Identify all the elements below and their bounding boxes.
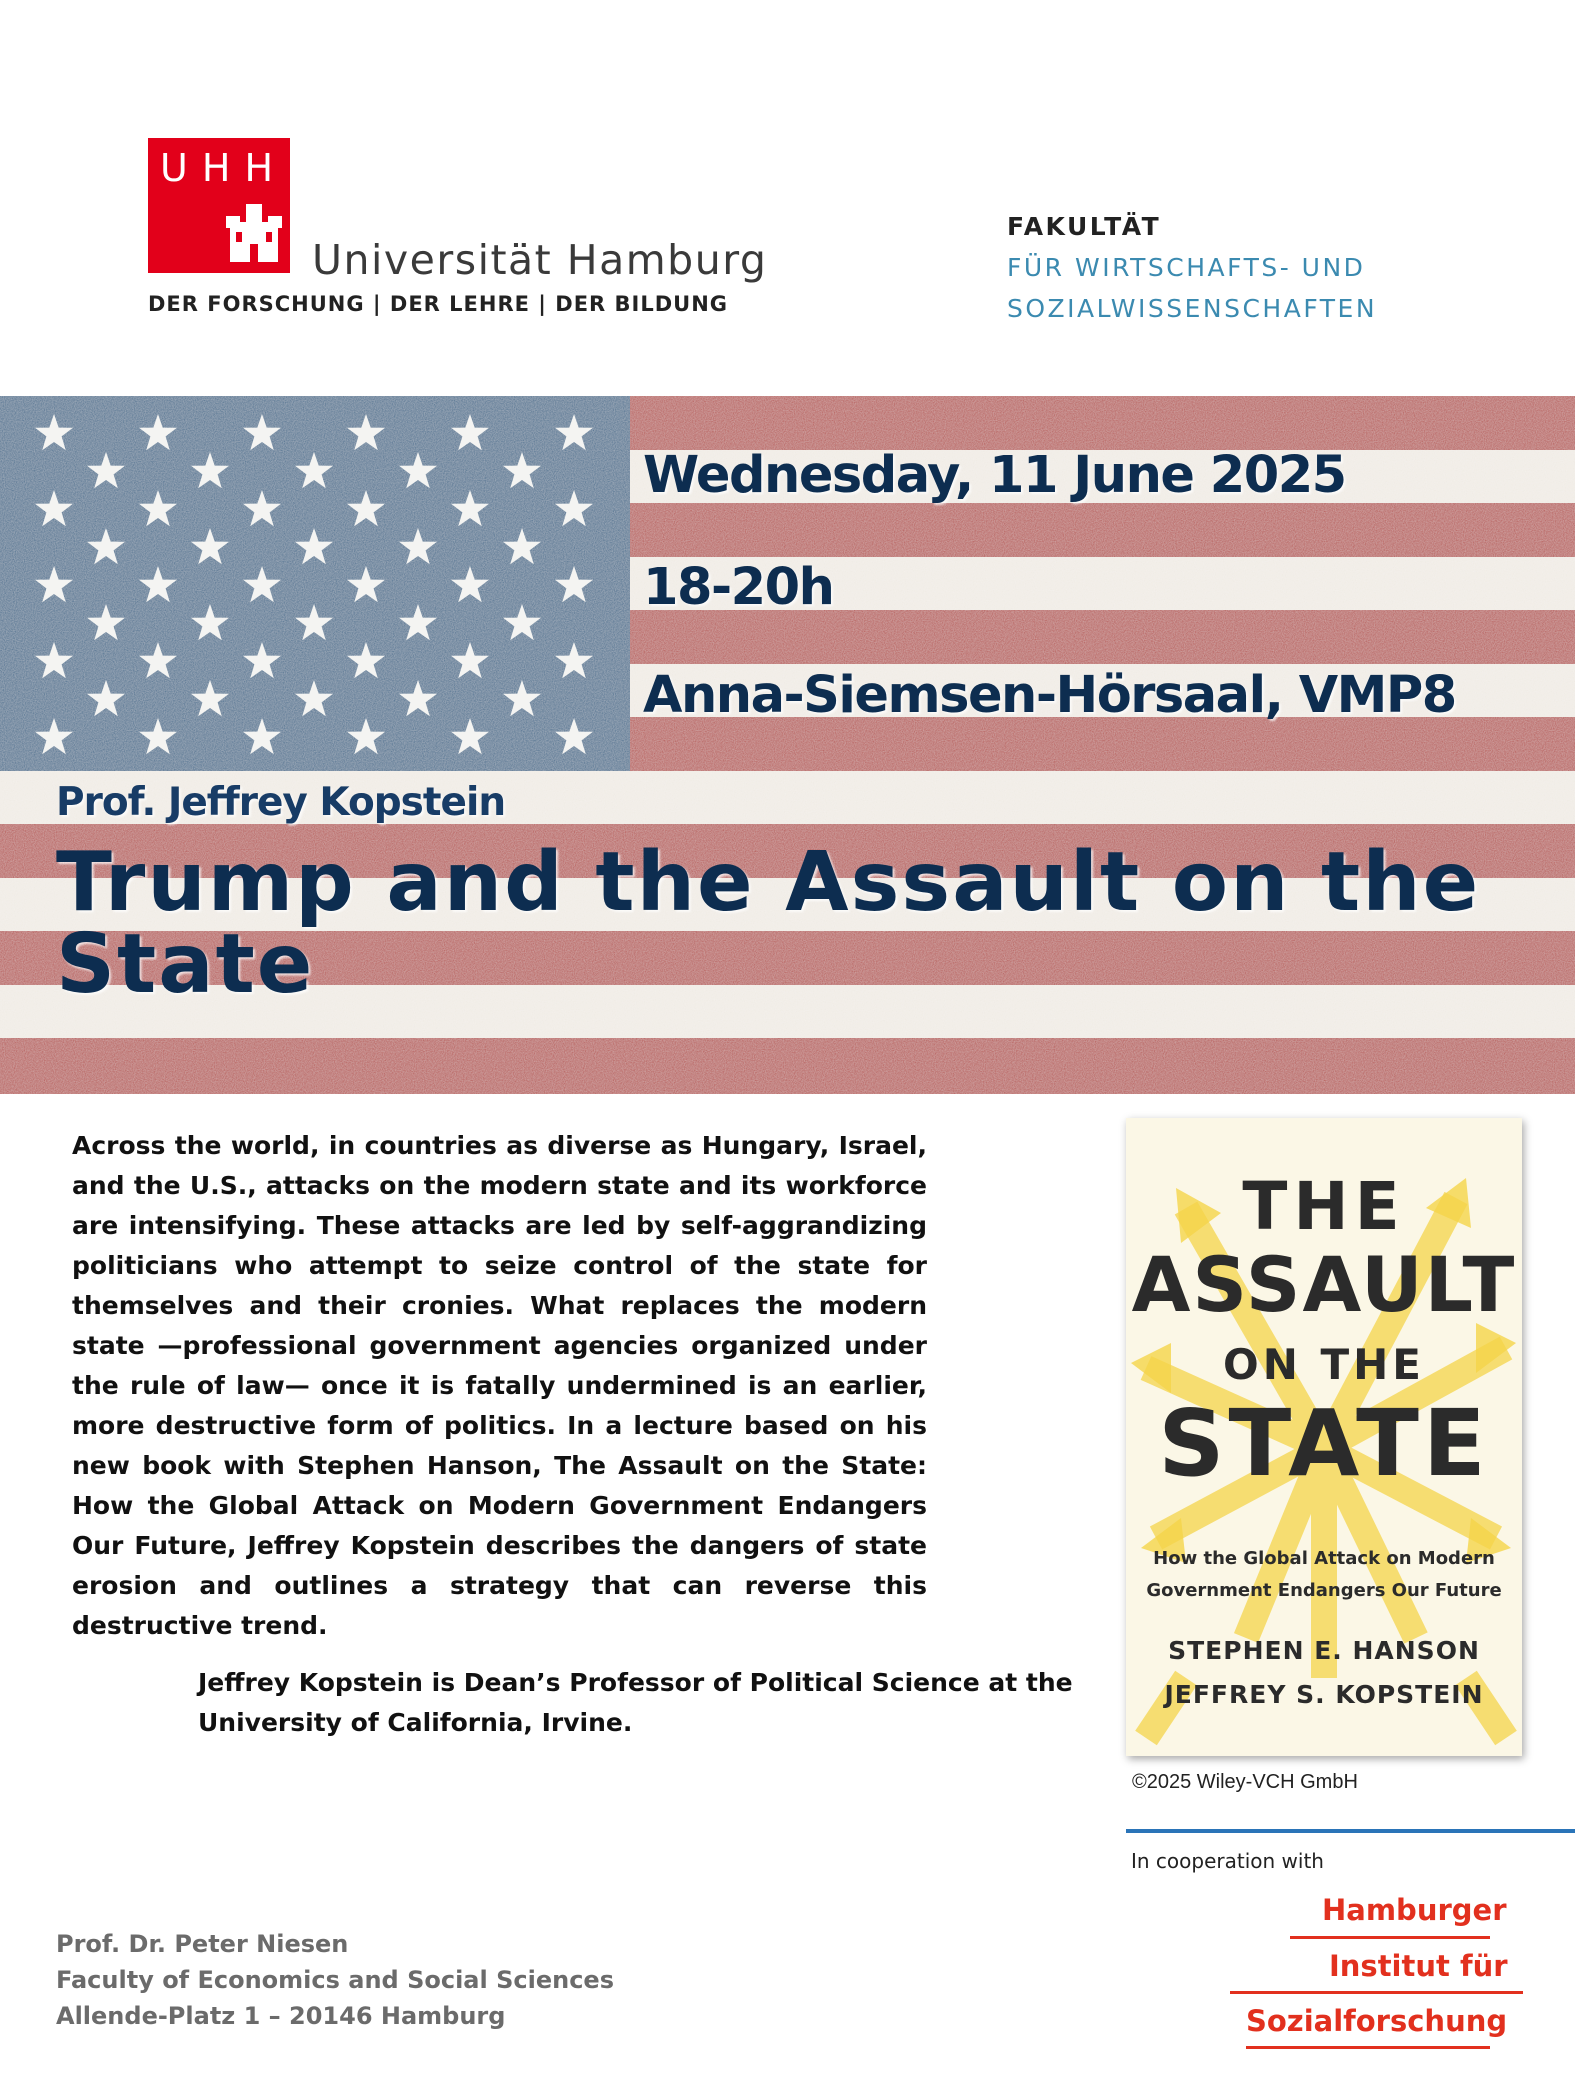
- flag-banner: [0, 396, 1575, 1094]
- book-author-2: JEFFREY S. KOPSTEIN: [1164, 1680, 1484, 1709]
- event-date: Wednesday, 11 June 2025: [643, 446, 1346, 505]
- contact-faculty: Faculty of Economics and Social Sciences: [56, 1966, 614, 1994]
- book-subtitle-line1: How the Global Attack on Modern: [1153, 1548, 1495, 1569]
- university-tagline: DER FORSCHUNG | DER LEHRE | DER BILDUNG: [148, 292, 729, 316]
- speaker-bio: Jeffrey Kopstein is Dean’s Professor of Political Science at the University of California, Irvine.: [198, 1668, 1073, 1737]
- event-time: 18-20h: [643, 558, 834, 617]
- speaker-name: Prof. Jeffrey Kopstein: [56, 780, 506, 825]
- partner-underline-3: [1246, 2046, 1490, 2049]
- event-location: Anna-Siemsen-Hörsaal, VMP8: [643, 666, 1456, 725]
- book-title-line4: STATE: [1158, 1390, 1490, 1497]
- uhh-monogram: U H H: [160, 146, 275, 190]
- partner-name-line3: Sozialforschung: [1246, 2004, 1508, 2038]
- faculty-name-line2: SOZIALWISSENSCHAFTEN: [1007, 294, 1378, 323]
- book-title-line3: ON THE: [1223, 1340, 1425, 1389]
- book-author-1: STEPHEN E. HANSON: [1168, 1636, 1480, 1665]
- cover-copyright: ©2025 Wiley-VCH GmbH: [1132, 1771, 1358, 1793]
- contact-address: Allende-Platz 1 – 20146 Hamburg: [56, 2002, 506, 2030]
- faculty-name-line1: FÜR WIRTSCHAFTS- UND: [1007, 253, 1366, 282]
- partner-name-line2: Institut für: [1329, 1949, 1508, 1983]
- book-subtitle-line2: Government Endangers Our Future: [1146, 1580, 1502, 1601]
- book-title-line1: THE: [1242, 1168, 1406, 1245]
- hamburg-castle-icon: [226, 204, 282, 262]
- lecture-abstract: Across the world, in countries as diverse as Hungary, Israel, and the U.S., attacks on the modern state and its workforce are intensifying. These attacks are led by self-aggrandizing politicians who attempt to seize control of the state for themselves and their cronies. What replaces the modern state —professional government agencies organized under the rule of law— once it is fatally undermined is an earlier, more destructive form of politics. In a lecture based on his new book with Stephen Hanson, The Assault on the State: How the Global Attack on Modern Government Endangers Our Future, Jeffrey Kopstein describes the dangers of state erosion and outlines a strategy that can reverse this destructive trend.: [72, 1131, 927, 1640]
- book-cover: [1126, 1118, 1522, 1756]
- partner-name-line1: Hamburger: [1322, 1893, 1507, 1927]
- university-name: Universität Hamburg: [312, 236, 768, 284]
- divider: [1126, 1829, 1575, 1833]
- lecture-title: Trump and the Assault on the State: [56, 835, 1481, 1012]
- uhh-logo: [148, 138, 290, 273]
- cooperation-label: In cooperation with: [1131, 1849, 1324, 1873]
- faculty-label: FAKULTÄT: [1007, 212, 1162, 241]
- partner-underline-2: [1230, 1991, 1523, 1994]
- book-title-line2: ASSAULT: [1131, 1240, 1517, 1329]
- partner-underline-1: [1290, 1936, 1490, 1939]
- contact-name: Prof. Dr. Peter Niesen: [56, 1930, 349, 1958]
